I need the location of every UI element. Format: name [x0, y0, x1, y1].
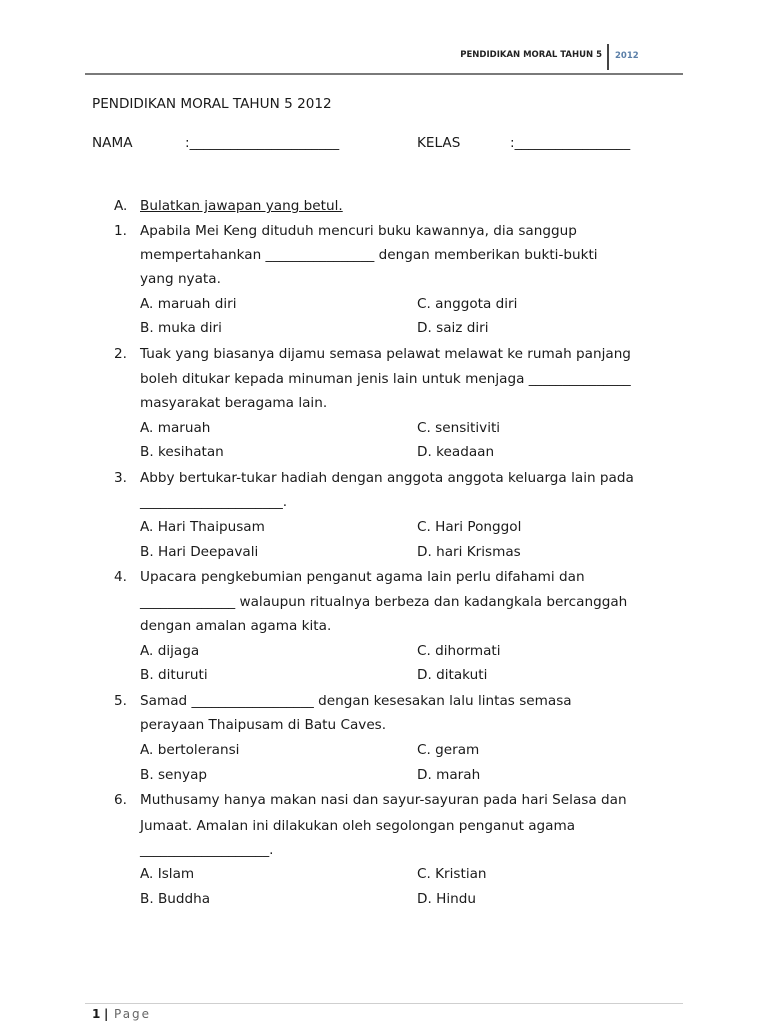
question-text-line: yang nyata.	[140, 271, 221, 287]
option-d: D. ditakuti	[417, 667, 488, 683]
question-text-line: Upacara pengkebumian penganut agama lain perlu difahami dan	[140, 569, 585, 585]
option-d: D. keadaan	[417, 444, 495, 460]
page-separator: |	[104, 1007, 109, 1021]
option-c: C. sensitiviti	[417, 420, 501, 436]
question-text-line: Abby bertukar-tukar hadiah dengan anggota anggota keluarga lain pada	[140, 470, 634, 486]
option-d: D. Hindu	[417, 891, 476, 907]
option-b: B. Buddha	[140, 891, 211, 907]
option-b: B. muka diri	[140, 320, 222, 336]
question-text-line: ______________ walaupun ritualnya berbeza dan kadangkala bercanggah	[140, 594, 628, 610]
question-number: 4.	[114, 569, 127, 585]
question-text-line: Samad __________________ dengan kesesakan lalu lintas semasa	[140, 693, 572, 709]
option-c: C. Hari Ponggol	[417, 519, 522, 535]
header-divider	[607, 44, 609, 70]
option-d: D. marah	[417, 767, 481, 783]
option-a: A. bertoleransi	[140, 742, 240, 758]
option-d: D. hari Krismas	[417, 544, 521, 560]
question-text-line: Jumaat. Amalan ini dilakukan oleh segolongan penganut agama	[140, 818, 576, 834]
question-text-line: ___________________.	[140, 842, 274, 858]
question-text-line: Tuak yang biasanya dijamu semasa pelawat melawat ke rumah panjang	[140, 346, 631, 362]
running-header-year: 2012	[615, 51, 639, 61]
question-text-line: perayaan Thaipusam di Batu Caves.	[140, 717, 387, 733]
page-label: Page	[114, 1007, 152, 1021]
option-b: B. dituruti	[140, 667, 208, 683]
footer-rule	[85, 1003, 683, 1004]
section-letter: A.	[114, 198, 128, 214]
option-a: A. dijaga	[140, 643, 200, 659]
option-a: A. maruah diri	[140, 296, 237, 312]
option-b: B. kesihatan	[140, 444, 224, 460]
option-a: A. Hari Thaipusam	[140, 519, 265, 535]
option-c: C. geram	[417, 742, 480, 758]
header-rule	[85, 73, 683, 75]
option-c: C. anggota diri	[417, 296, 518, 312]
option-c: C. Kristian	[417, 866, 487, 882]
option-d: D. saiz diri	[417, 320, 489, 336]
option-c: C. dihormati	[417, 643, 501, 659]
kelas-label: KELAS	[417, 135, 461, 151]
question-number: 3.	[114, 470, 127, 486]
question-text-line: boleh ditukar kepada minuman jenis lain untuk menjaga _______________	[140, 371, 631, 387]
question-text-line: dengan amalan agama kita.	[140, 618, 332, 634]
question-number: 5.	[114, 693, 127, 709]
page-number: 1	[92, 1007, 101, 1021]
option-a: A. maruah	[140, 420, 211, 436]
document-title: PENDIDIKAN MORAL TAHUN 5 2012	[92, 96, 332, 112]
question-text-line: Apabila Mei Keng dituduh mencuri buku kawannya, dia sanggup	[140, 223, 577, 239]
question-number: 1.	[114, 223, 127, 239]
kelas-field: :_________________	[510, 135, 631, 151]
option-b: B. Hari Deepavali	[140, 544, 259, 560]
section-instruction: Bulatkan jawapan yang betul.	[140, 198, 343, 214]
question-number: 2.	[114, 346, 127, 362]
question-text-line: Muthusamy hanya makan nasi dan sayur-sayuran pada hari Selasa dan	[140, 792, 627, 808]
question-text-line: masyarakat beragama lain.	[140, 395, 328, 411]
question-text-line: _____________________.	[140, 494, 288, 510]
running-header-title: PENDIDIKAN MORAL TAHUN 5	[460, 50, 602, 60]
question-text-line: mempertahankan ________________ dengan memberikan bukti-bukti	[140, 247, 598, 263]
option-a: A. Islam	[140, 866, 195, 882]
nama-label: NAMA	[92, 135, 133, 151]
option-b: B. senyap	[140, 767, 208, 783]
question-number: 6.	[114, 792, 127, 808]
nama-field: :______________________	[185, 135, 340, 151]
